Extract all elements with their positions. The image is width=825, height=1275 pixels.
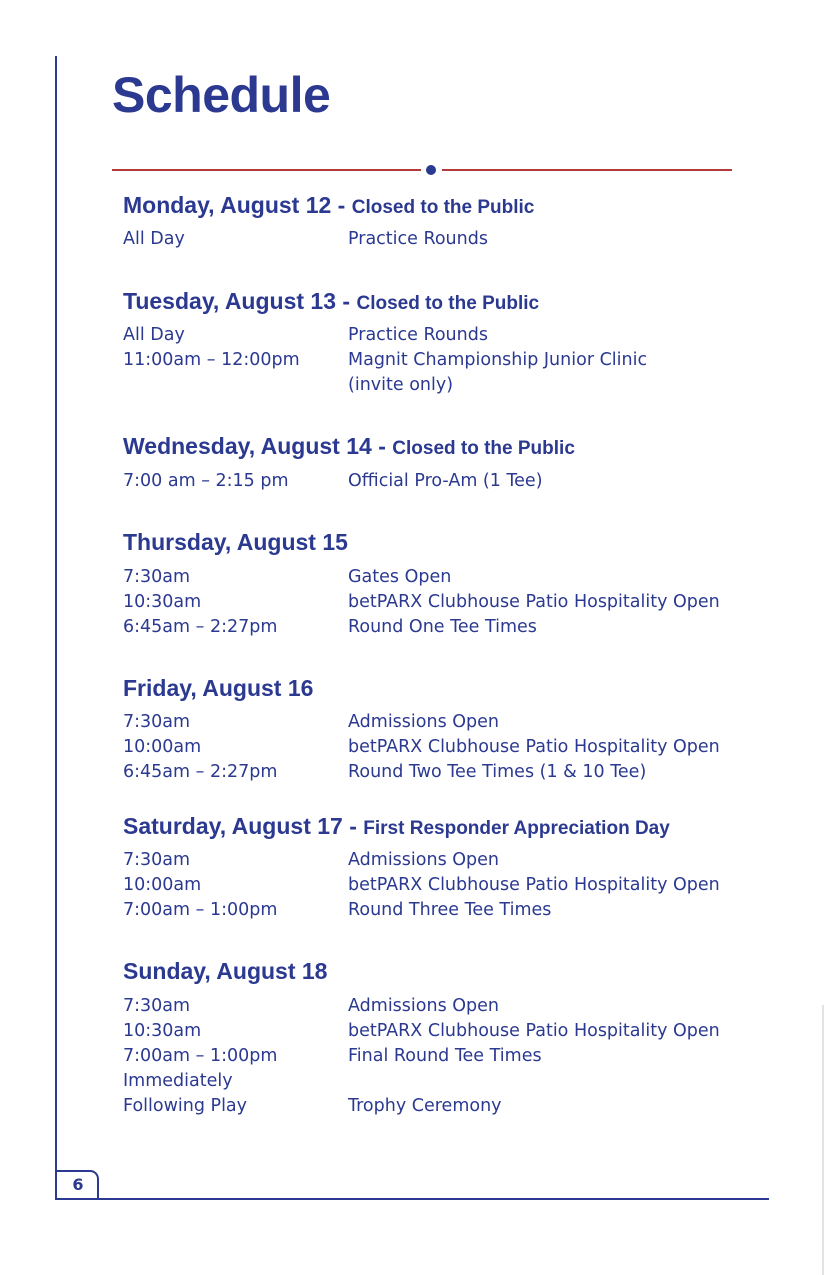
day-header-sunday <box>123 956 327 986</box>
event-name: (invite only) <box>348 375 454 395</box>
day-title: Tuesday, August 13 <box>123 288 337 314</box>
page-title: Schedule <box>112 67 331 123</box>
day-header-tuesday: Tuesday, August 13 - Closed to the Public <box>123 288 540 314</box>
event-name: Trophy Ceremony <box>348 1096 502 1116</box>
event-name: Gates Open <box>348 567 452 587</box>
event-name: Practice Rounds <box>348 325 488 345</box>
event-name: betPARX Clubhouse Patio Hospitality Open <box>348 592 720 612</box>
page-number: 6 <box>72 1175 84 1194</box>
event-time: 7:30am <box>123 712 191 732</box>
event-name: Practice Rounds <box>348 229 488 249</box>
day-note: Closed to the Public <box>392 438 575 459</box>
event-time: 7:30am <box>123 996 191 1016</box>
day-title: Thursday, August 15 <box>123 529 348 555</box>
event-name: betPARX Clubhouse Patio Hospitality Open <box>348 875 720 895</box>
day-header-saturday: Saturday, August 17 - First Responder Appreciation Day <box>123 813 670 839</box>
day-header-friday <box>123 673 313 703</box>
event-name: betPARX Clubhouse Patio Hospitality Open <box>348 737 720 757</box>
event-name: Official Pro-Am (1 Tee) <box>348 471 543 491</box>
event-name: betPARX Clubhouse Patio Hospitality Open <box>348 1021 720 1041</box>
event-time: 10:30am <box>123 592 202 612</box>
event-time: Immediately <box>123 1071 233 1091</box>
event-name: Final Round Tee Times <box>348 1046 542 1066</box>
event-time: 11:00am – 12:00pm <box>123 350 300 370</box>
event-name: Magnit Championship Junior Clinic <box>348 350 648 370</box>
event-name: Round Two Tee Times (1 & 10 Tee) <box>348 762 647 782</box>
day-note: First Responder Appreciation Day <box>363 818 670 839</box>
day-title: Friday, August 16 <box>123 675 314 701</box>
event-time: 10:00am <box>123 875 202 895</box>
title-divider-dot <box>426 165 436 175</box>
day-note: Closed to the Public <box>356 293 540 314</box>
title-divider-left <box>112 169 421 171</box>
event-name: Admissions Open <box>348 996 499 1016</box>
day-header-monday: Monday, August 12 - Closed to the Public <box>123 192 535 218</box>
event-time: 7:30am <box>123 567 191 587</box>
event-name: Admissions Open <box>348 712 499 732</box>
event-time: 10:00am <box>123 737 202 757</box>
day-title: Monday, August 12 <box>123 192 332 218</box>
day-header-thursday <box>123 527 348 557</box>
page-edge-shadow <box>822 1005 824 1275</box>
event-time: 6:45am – 2:27pm <box>123 617 278 637</box>
event-time: All Day <box>123 229 185 249</box>
event-time: 6:45am – 2:27pm <box>123 762 278 782</box>
day-title: Sunday, August 18 <box>123 958 328 984</box>
title-divider-right <box>442 169 732 171</box>
event-time: 7:00am – 1:00pm <box>123 1046 278 1066</box>
day-note: Closed to the Public <box>351 197 535 218</box>
day-header-wednesday: Wednesday, August 14 - Closed to the Public <box>123 433 575 459</box>
page-frame-bottom-border <box>55 1198 769 1200</box>
event-name: Round Three Tee Times <box>348 900 552 920</box>
event-time: 7:00 am – 2:15 pm <box>123 471 289 491</box>
event-time: All Day <box>123 325 185 345</box>
day-title: Saturday, August 17 <box>123 813 343 839</box>
event-time: 7:00am – 1:00pm <box>123 900 278 920</box>
day-title: Wednesday, August 14 <box>123 433 372 459</box>
event-name: Admissions Open <box>348 850 499 870</box>
event-name: Round One Tee Times <box>348 617 537 637</box>
event-time: 10:30am <box>123 1021 202 1041</box>
event-time: 7:30am <box>123 850 191 870</box>
page-frame-left-border <box>55 56 57 1199</box>
event-time: Following Play <box>123 1096 248 1116</box>
